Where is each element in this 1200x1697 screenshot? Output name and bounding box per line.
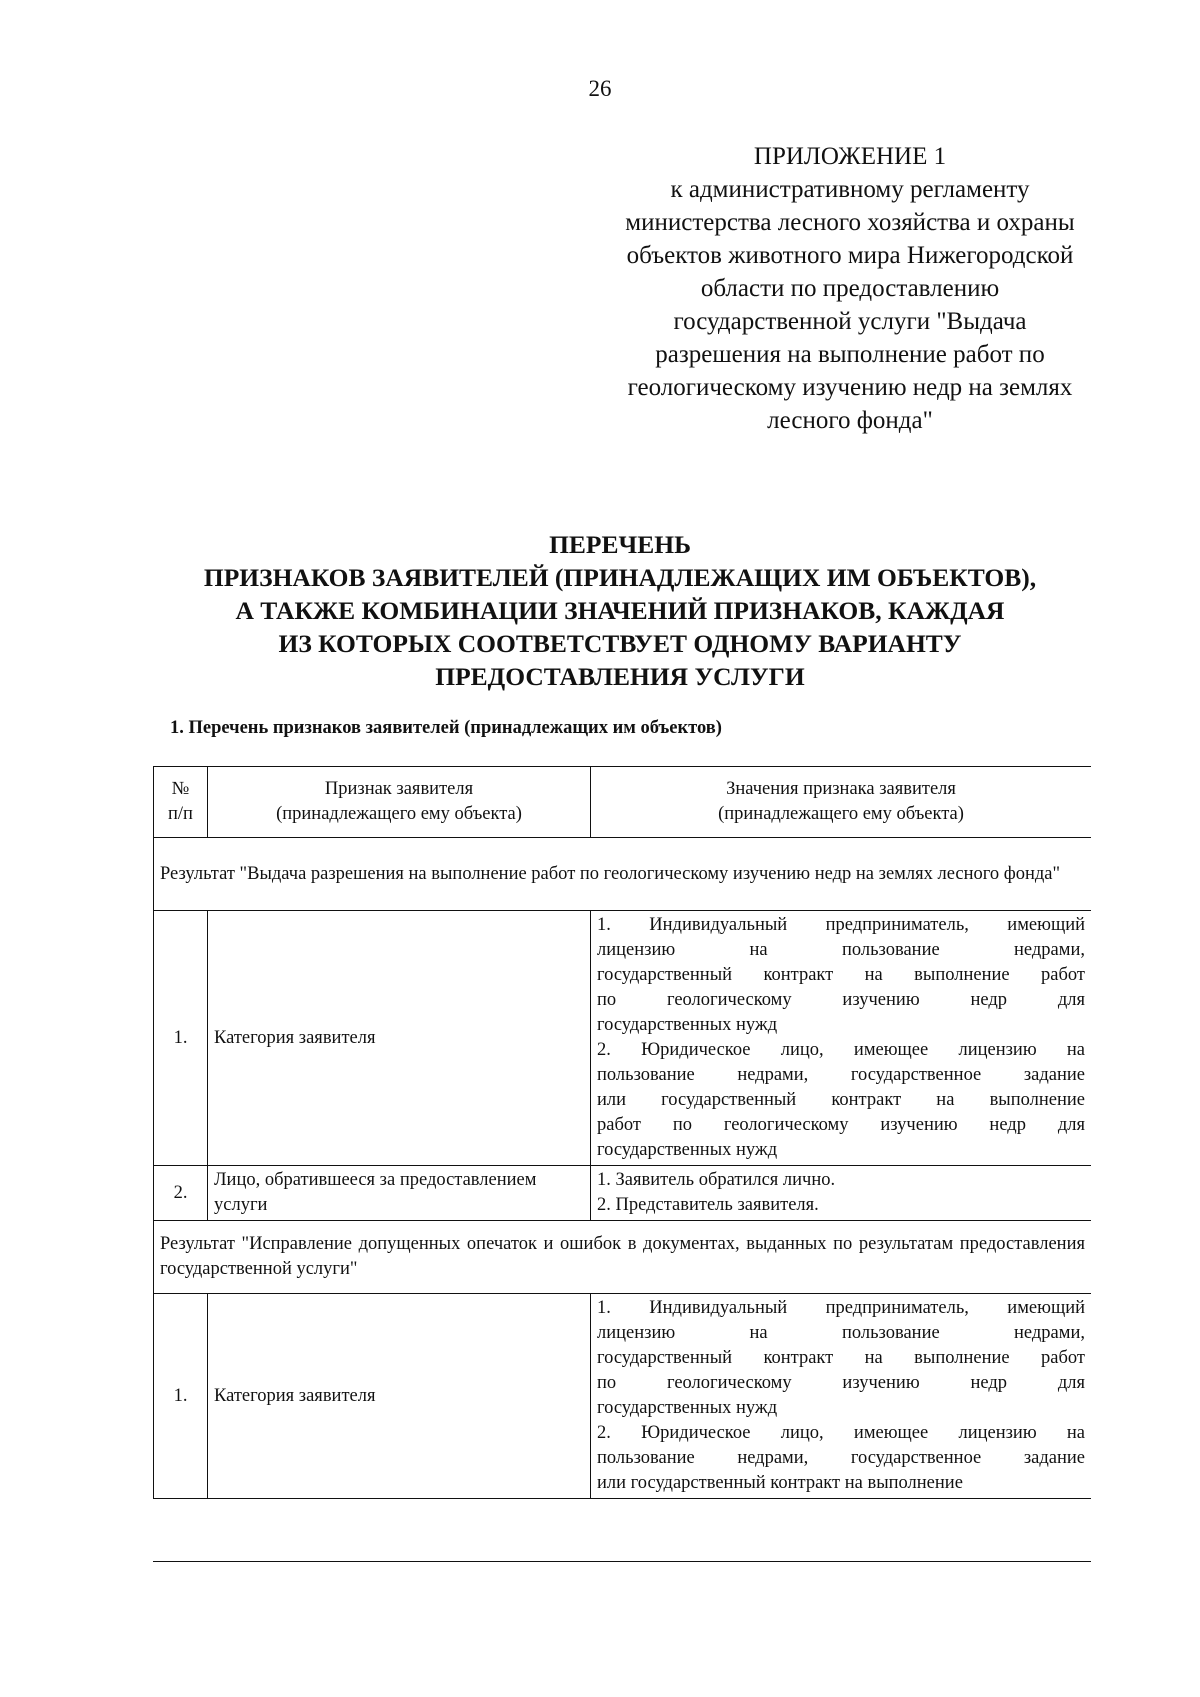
- table-header-row: [154, 767, 1092, 838]
- page-number: 26: [588, 76, 612, 101]
- value-line: или государственный контракт на выполнение: [597, 1473, 963, 1493]
- result-cell: Результат "Исправление допущенных опечаток и ошибок в документах, выданных по результатам предоставления государственной услуги": [154, 1221, 1092, 1294]
- attribute-cell: Категория заявителя: [208, 1294, 591, 1499]
- value-line: 2. Юридическое лицо, имеющее лицензию на: [597, 1423, 1085, 1443]
- attributes-table-container: [153, 766, 1091, 1562]
- table-row: [154, 1166, 1092, 1221]
- heading-line: ИЗ КОТОРЫХ СООТВЕТСТВУЕТ ОДНОМУ ВАРИАНТУ: [278, 629, 962, 658]
- section-title: 1. Перечень признаков заявителей (принадлежащих им объектов): [170, 718, 722, 738]
- value-line: государственных нужд: [597, 1140, 778, 1160]
- value-line: 1. Индивидуальный предприниматель, имеющий: [597, 915, 1085, 935]
- value-line: государственный контракт на выполнение работ: [597, 1348, 1085, 1368]
- heading-line: А ТАКЖЕ КОМБИНАЦИИ ЗНАЧЕНИЙ ПРИЗНАКОВ, КАЖДАЯ: [235, 596, 1005, 625]
- header-num-label: № п/п: [168, 779, 193, 824]
- attribute-cell: Категория заявителя: [208, 911, 591, 1166]
- value-line: пользование недрами, государственное задание: [597, 1448, 1085, 1468]
- header-values-label: Значения признака заявителя (принадлежащего ему объекта): [718, 779, 964, 824]
- value-line: 2. Представитель заявителя.: [597, 1195, 819, 1215]
- value-line: 2. Юридическое лицо, имеющее лицензию на: [597, 1040, 1085, 1060]
- value-cell: [591, 1166, 1092, 1221]
- result-row: [154, 838, 1092, 911]
- heading-line: ПРЕДОСТАВЛЕНИЯ УСЛУГИ: [435, 662, 805, 691]
- value-line: государственный контракт на выполнение работ: [597, 965, 1085, 985]
- result-row: [154, 1221, 1092, 1294]
- attribute-cell: Лицо, обратившееся за предоставлением услуги: [208, 1166, 591, 1221]
- value-line: по геологическому изучению недр для: [597, 990, 1085, 1010]
- header-attribute-label: Признак заявителя (принадлежащего ему объекта): [276, 779, 522, 824]
- value-line: 1. Заявитель обратился лично.: [597, 1170, 836, 1190]
- value-cell: [591, 1294, 1092, 1499]
- header-num: [154, 767, 208, 838]
- value-line: лицензию на пользование недрами,: [597, 1323, 1085, 1343]
- table-row: [154, 911, 1092, 1166]
- value-line: государственных нужд: [597, 1015, 778, 1035]
- heading-line: ПРИЗНАКОВ ЗАЯВИТЕЛЕЙ (ПРИНАДЛЕЖАЩИХ ИМ ОБЪЕКТОВ),: [203, 563, 1037, 592]
- value-line: пользование недрами, государственное задание: [597, 1065, 1085, 1085]
- header-attribute: [208, 767, 591, 838]
- attributes-table: [153, 766, 1091, 1499]
- table-body: [154, 838, 1092, 1499]
- table-row: [154, 1294, 1092, 1499]
- row-number: 1.: [154, 1294, 208, 1499]
- value-line: 1. Индивидуальный предприниматель, имеющий: [597, 1298, 1085, 1318]
- appendix-text: к административному регламенту министерства лесного хозяйства и охраны объектов животного мира Нижегородской области по предоставлению государственной услуги "Выдача разрешения на выполнение работ по геологическому изучению недр на землях лесного фонда": [625, 176, 1075, 434]
- value-line: работ по геологическому изучению недр для: [597, 1115, 1085, 1135]
- value-line: государственных нужд: [597, 1398, 778, 1418]
- heading-line: ПЕРЕЧЕНЬ: [549, 530, 691, 559]
- header-values: [591, 767, 1092, 838]
- appendix-block: [600, 140, 1100, 437]
- appendix-title: ПРИЛОЖЕНИЕ 1: [753, 143, 947, 170]
- result-cell: Результат "Выдача разрешения на выполнение работ по геологическому изучению недр на землях лесного фонда": [154, 838, 1092, 911]
- value-line: лицензию на пользование недрами,: [597, 940, 1085, 960]
- value-line: по геологическому изучению недр для: [597, 1373, 1085, 1393]
- row-number: 2.: [154, 1166, 208, 1221]
- document-heading: [170, 528, 1070, 693]
- row-number: 1.: [154, 911, 208, 1166]
- value-cell: [591, 911, 1092, 1166]
- value-line: или государственный контракт на выполнение: [597, 1090, 1085, 1110]
